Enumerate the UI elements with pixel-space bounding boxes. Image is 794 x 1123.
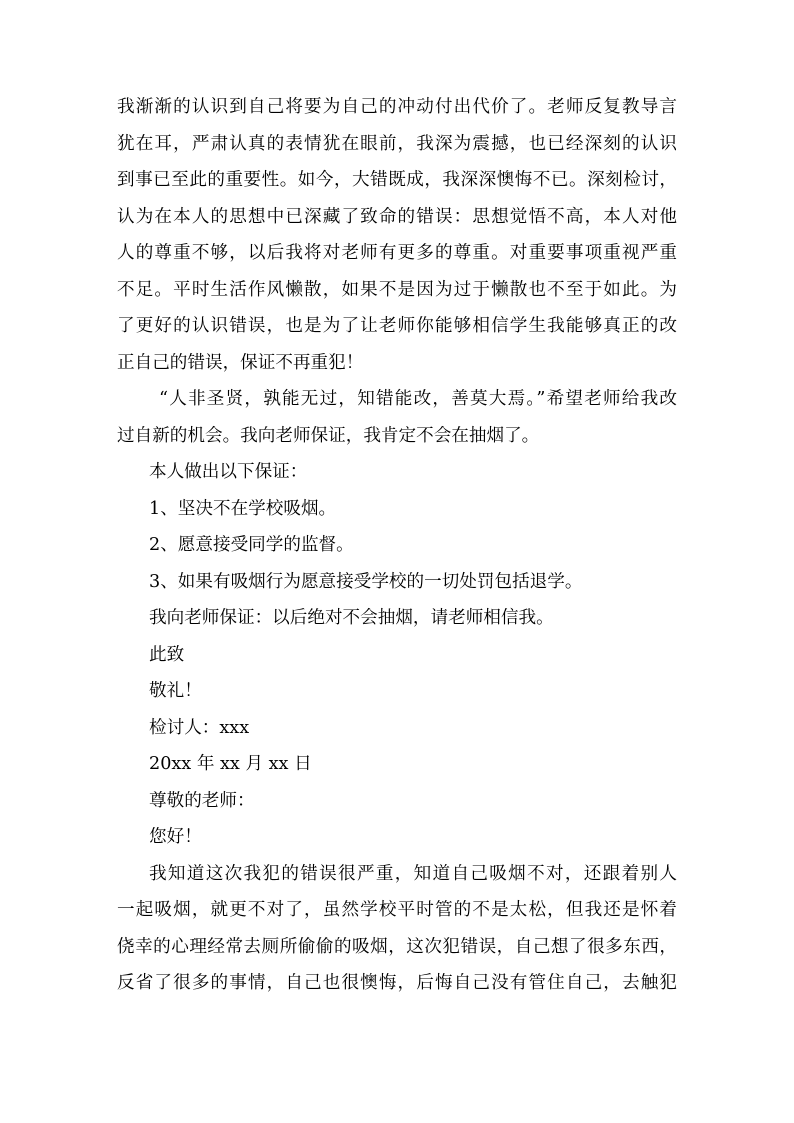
salutation: 尊敬的老师： — [149, 790, 255, 811]
text-line: “人非圣贤，孰能无过，知错能改，善莫大焉。”希望老师给我改 — [159, 389, 677, 409]
paragraph-quote — [117, 381, 677, 454]
date: 20xx 年 xx 月 xx 日 — [149, 754, 312, 774]
paragraph-self-reflection — [117, 89, 677, 381]
guarantee-list — [117, 491, 677, 601]
paragraph-confession — [117, 856, 677, 1002]
text-line: 到事已至此的重要性。如今，大错既成，我深深懊悔不已。深刻检讨， — [117, 170, 677, 190]
guarantee-item: 3、如果有吸烟行为愿意接受学校的一切处罚包括退学。 — [149, 571, 583, 592]
guarantee-item: 2、愿意接受同学的监督。 — [149, 535, 354, 555]
text-line: 人的尊重不够，以后我将对老师有更多的尊重。对重要事项重视严重 — [117, 243, 677, 263]
guarantee-intro: 本人做出以下保证： — [149, 462, 308, 482]
text-line: 认为在本人的思想中已深藏了致命的错误：思想觉悟不高，本人对他 — [117, 206, 677, 227]
text-line: 我渐渐的认识到自己将要为自己的冲动付出代价了。老师反复教导言 — [117, 97, 677, 117]
text-line: 正自己的错误，保证不再重犯！ — [117, 352, 364, 373]
text-line: 过自新的机会。我向老师保证，我肯定不会在抽烟了。 — [117, 425, 540, 446]
text-line: 侥幸的心理经常去厕所偷偷的吸烟，这次犯错误，自己想了很多东西， — [117, 936, 677, 957]
text-line: 犹在耳，严肃认真的表情犹在眼前，我深为震撼，也已经深刻的认识 — [117, 133, 677, 154]
text-line: 我知道这次我犯的错误很严重，知道自己吸烟不对，还跟着别人 — [149, 863, 677, 884]
closing-jingli: 敬礼！ — [149, 681, 202, 701]
closing-cizhi: 此致 — [149, 644, 185, 665]
text-line: 了更好的认识错误，也是为了让老师你能够相信学生我能够真正的改 — [117, 316, 677, 336]
promise-text: 我向老师保证：以后绝对不会抽烟，请老师相信我。 — [149, 608, 554, 628]
guarantee-item: 1、坚决不在学校吸烟。 — [149, 498, 337, 519]
document-body — [117, 89, 677, 1002]
text-line: 不足。平时生活作风懒散，如果不是因为过于懒散也不至于如此。为 — [117, 279, 677, 300]
signer: 检讨人：xxx — [149, 717, 250, 738]
text-line: 一起吸烟，就更不对了，虽然学校平时管的不是太松，但我还是怀着 — [117, 900, 677, 920]
greeting: 您好！ — [149, 827, 202, 847]
text-line: 反省了很多的事情，自己也很懊悔，后悔自己没有管住自己，去触犯 — [117, 973, 677, 993]
